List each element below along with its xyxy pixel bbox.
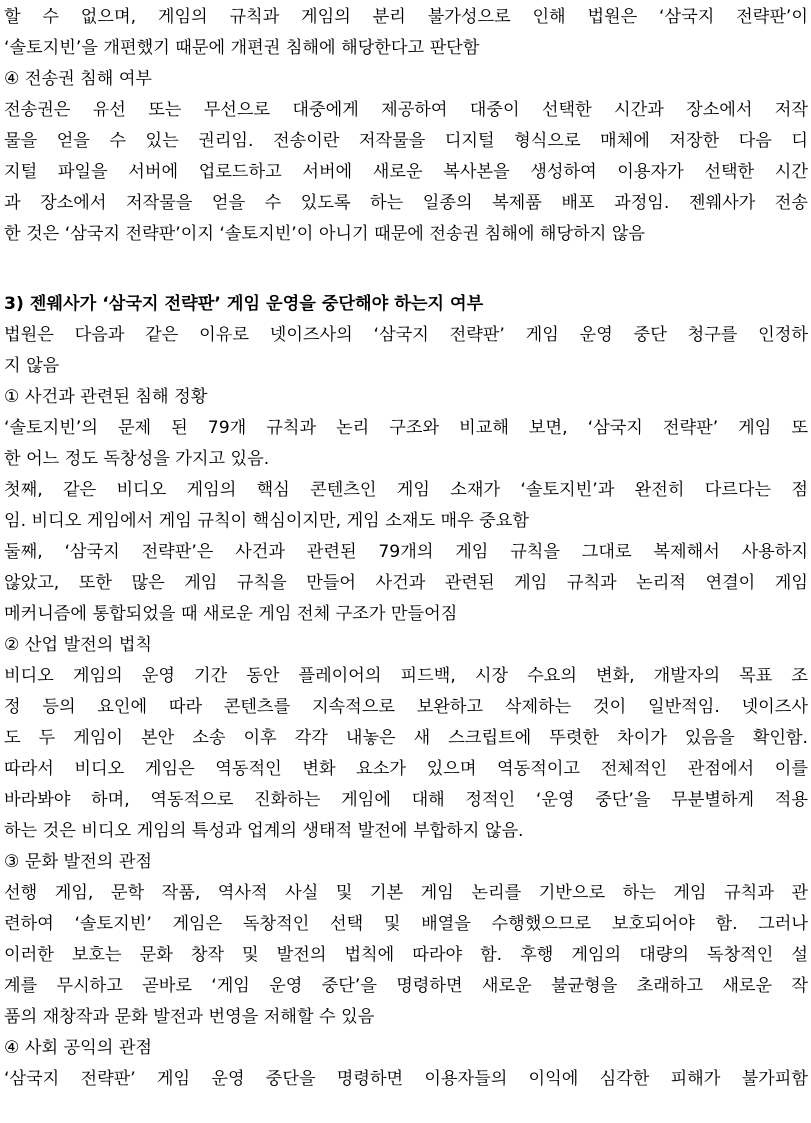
body-text-line: 법원은 다음과 같은 이유로 넷이즈사의 ‘삼국지 전략판’ 게임 운영 중단 청구를 인정하 [4,325,808,345]
body-text-line: ‘삼국지 전략판’ 게임 운영 중단을 명령하면 이용자들의 이익에 심각한 피해가 불가피함 [4,1069,808,1089]
body-text-line: 둘째, ‘삼국지 전략판’은 사건과 관련된 79개의 게임 규칙을 그대로 복제해서 사용하지 [4,542,808,562]
body-text-line: ‘솔토지빈’을 개편했기 때문에 개편권 침해에 해당한다고 판단함 [4,38,480,58]
body-text-line: ‘솔토지빈’의 문제 된 79개 규칙과 논리 구조와 비교해 보면, ‘삼국지 전략판’ 게임 또 [4,418,808,438]
section-subheading: ④ 사회 공익의 관점 [4,1038,153,1058]
body-text-line: 과 장소에서 저작물을 얻을 수 있도록 하는 일종의 복제품 배포 과정임. 젠웨사가 전송 [4,193,808,213]
section-subheading: ④ 전송권 침해 여부 [4,69,153,89]
section-subheading: ② 산업 발전의 법칙 [4,635,153,655]
body-text-line: 계를 무시하고 곧바로 ‘게임 운영 중단’을 명령하면 새로운 불균형을 초래하고 새로운 작 [4,976,808,996]
body-text-line: 도 두 게임이 본안 소송 이후 각각 내놓은 새 스크립트에 뚜렷한 차이가 있음을 확인함. [4,728,808,748]
body-text-line: 임. 비디오 게임에서 게임 규칙이 핵심이지만, 게임 소재도 매우 중요함 [4,511,529,531]
body-text-line: 련하여 ‘솔토지빈’ 게임은 독창적인 선택 및 배열을 수행했으므로 보호되어야 함. 그러나 [4,914,808,934]
body-text-line: 비디오 게임의 운영 기간 동안 플레이어의 피드백, 시장 수요의 변화, 개발자의 목표 조 [4,666,808,686]
body-text-line: 전송권은 유선 또는 무선으로 대중에게 제공하여 대중이 선택한 시간과 장소에서 저작 [4,100,808,120]
body-text-line: 메커니즘에 통합되었을 때 새로운 게임 전체 구조가 만들어짐 [4,604,458,624]
body-text-line: 바라봐야 하며, 역동적으로 진화하는 게임에 대해 정적인 ‘운영 중단’을 무분별하게 적용 [4,790,808,810]
body-text-line: 따라서 비디오 게임은 역동적인 변화 요소가 있으며 역동적이고 전체적인 관점에서 이를 [4,759,808,779]
body-text-line: 지 않음 [4,356,60,376]
section-subheading: ③ 문화 발전의 관점 [4,852,153,872]
body-text-line: 물을 얻을 수 있는 권리임. 전송이란 저작물을 디지털 형식으로 매체에 저장한 다음 디 [4,131,808,151]
body-text-line: 하는 것은 비디오 게임의 특성과 업계의 생태적 발전에 부합하지 않음. [4,821,524,841]
body-text-line: 할 수 없으며, 게임의 규칙과 게임의 분리 불가성으로 인해 법원은 ‘삼국지 전략판’이 [4,7,808,27]
body-text-line: 이러한 보호는 문화 창작 및 발전의 법칙에 따라야 함. 후행 게임의 대량의 독창적인 설 [4,945,808,965]
body-text-line: 선행 게임, 문학 작품, 역사적 사실 및 기본 게임 논리를 기반으로 하는 게임 규칙과 관 [4,883,808,903]
body-text-line: 정 등의 요인에 따라 콘텐츠를 지속적으로 보완하고 삭제하는 것이 일반적임. 넷이즈사 [4,697,808,717]
section-heading: 3) 젠웨사가 ‘삼국지 전략판’ 게임 운영을 중단해야 하는지 여부 [4,294,484,314]
body-text-line: 첫째, 같은 비디오 게임의 핵심 콘텐츠인 게임 소재가 ‘솔토지빈’과 완전히 다르다는 점 [4,480,808,500]
body-text-line: 않았고, 또한 많은 게임 규칙을 만들어 사건과 관련된 게임 규칙과 논리적 연결이 게임 [4,573,808,593]
body-text-line: 한 어느 정도 독창성을 가지고 있음. [4,449,270,469]
section-subheading: ① 사건과 관련된 침해 정황 [4,387,208,407]
body-text-line: 품의 재창작과 문화 발전과 번영을 저해할 수 있음 [4,1007,375,1027]
body-text-line: 지털 파일을 서버에 업로드하고 서버에 새로운 복사본을 생성하여 이용자가 선택한 시간 [4,162,808,182]
body-text-line: 한 것은 ‘삼국지 전략판’이지 ‘솔토지빈’이 아니기 때문에 전송권 침해에 해당하지 않음 [4,224,645,244]
